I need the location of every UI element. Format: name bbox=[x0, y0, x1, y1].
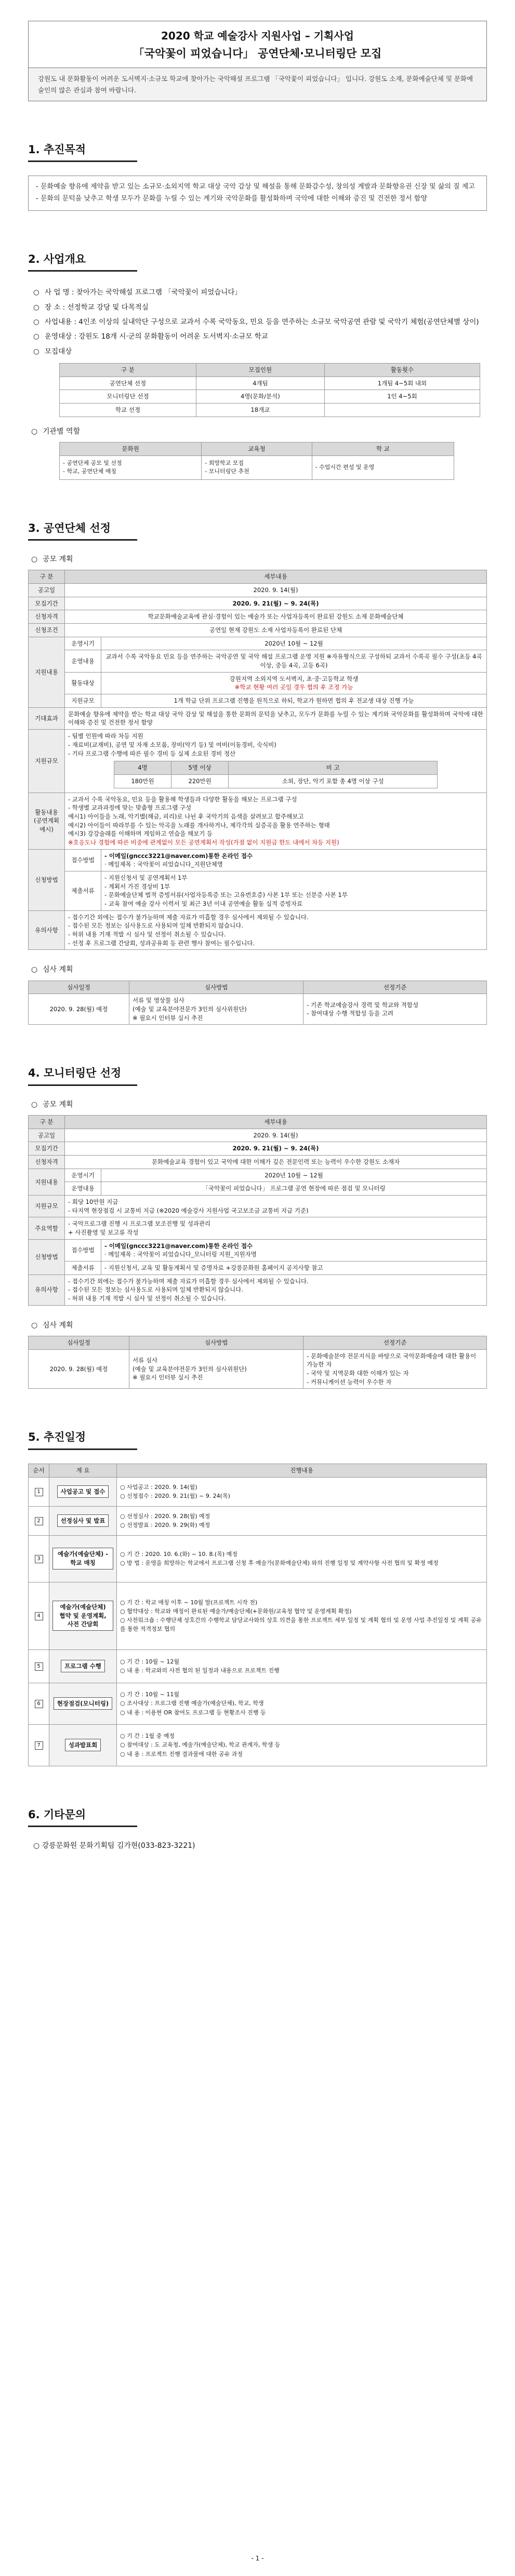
circle-bullet-icon: ○ bbox=[33, 288, 39, 297]
title-line-2: 「국악꽃이 피었습니다」 공연단체·모니터링단 모집 bbox=[133, 47, 382, 60]
table-row bbox=[29, 597, 487, 610]
detail-line: ○ 조사대상 : 프로그램 진행 예술가(예술단체), 학교, 학생 bbox=[120, 1700, 264, 1707]
plan-subheading-text: 공모 계획 bbox=[43, 1100, 73, 1109]
step-detail bbox=[117, 1535, 487, 1582]
table-row bbox=[29, 1724, 487, 1766]
table-cell: 2020년 10월 ~ 12월 bbox=[101, 1169, 487, 1182]
detail-line: ○ 사전워크숍 : 수행단체 상호간의 수행학교 담당교사와의 상호 의견을 통한 프로젝트 세부 일정 및 계획 협의 및 운영 사업 추진일정 및 계획 공유를 통한 적격정보 협의 bbox=[120, 1617, 482, 1633]
note-line: - 접수기간 외에는 접수가 불가능하며 제출 자료가 미흡할 경우 심사에서 제외될 수 있습니다. bbox=[68, 1277, 309, 1285]
step-number-box: 3 bbox=[35, 1555, 43, 1563]
table-row bbox=[29, 1477, 487, 1506]
step-item bbox=[49, 1535, 117, 1582]
sub-label: 제출서류 bbox=[65, 1262, 101, 1275]
circle-bullet-icon: ○ bbox=[33, 347, 39, 356]
step-number-box: 6 bbox=[35, 1700, 43, 1708]
sub-label: 접수방법 bbox=[65, 1239, 101, 1261]
step-detail bbox=[117, 1649, 487, 1683]
table-cell: 학교 선정 bbox=[60, 404, 196, 417]
table-row bbox=[29, 624, 487, 637]
table-cell: - 공연단체 공모 및 선정 - 학교, 공연단체 매칭 bbox=[60, 455, 202, 479]
circle-bullet-icon: ○ bbox=[31, 1100, 38, 1109]
table-row bbox=[29, 1239, 487, 1261]
table-header-row bbox=[29, 1115, 487, 1129]
table-header-cell: 계 요 bbox=[49, 1464, 117, 1477]
table-header-cell: 학 교 bbox=[312, 442, 454, 456]
docs-line: - 계획서 가진 경상비 1부 bbox=[104, 882, 170, 890]
detail-line: ○ 내 용 : 이용현 OR 참여도 프로그램 등 현황조사 진행 등 bbox=[120, 1709, 266, 1716]
table-cell: 2020. 9. 28(월) 예정 bbox=[29, 1349, 129, 1389]
table-cell: 220만원 bbox=[171, 774, 228, 788]
role-subheading-text: 기관별 역할 bbox=[43, 427, 81, 436]
table-header-cell: 세부내용 bbox=[65, 570, 487, 584]
circle-bullet-icon: ○ bbox=[31, 965, 38, 974]
table-row bbox=[29, 707, 487, 729]
step-number-box: 4 bbox=[35, 1612, 43, 1620]
table-header-cell: 활동횟수 bbox=[324, 364, 480, 377]
table-header-row bbox=[29, 570, 487, 584]
docs-line: - 지원신청서 및 공연계획서 1부 bbox=[104, 874, 188, 881]
table-row bbox=[29, 672, 487, 694]
receive-line: - 이메일(gnccc3221@naver.com)통한 온라인 접수 bbox=[104, 852, 253, 860]
performer-review-table bbox=[28, 981, 487, 1025]
table-cell: 문화예술교육 경험이 있고 국악에 대한 이해가 깊은 전문인력 또는 능력이 우수한 강원도 소재자 bbox=[65, 1156, 487, 1169]
step-item bbox=[49, 1724, 117, 1766]
table-row bbox=[60, 377, 480, 390]
table-row bbox=[29, 793, 487, 849]
apply-note: ※호응도나 경험에 따른 비중에 관계없이 모든 공연계획서 작성(가점 없이 지원금 한도 내에서 차등 지원) bbox=[68, 838, 339, 846]
row-label: 유의사항 bbox=[29, 1274, 65, 1305]
contact-line bbox=[28, 1841, 487, 1851]
row-label: 공고일 bbox=[29, 1129, 65, 1142]
step-item bbox=[49, 1582, 117, 1649]
step-item bbox=[49, 1649, 117, 1683]
step-item-label: 예술가(예술단체) 협약 및 운영계획, 사전 간담회 bbox=[52, 1601, 113, 1631]
table-cell bbox=[324, 404, 480, 417]
table-cell: 4개팀 bbox=[196, 377, 324, 390]
step-detail bbox=[117, 1477, 487, 1506]
table-cell: 2020년 10월 ~ 12월 bbox=[101, 637, 487, 650]
row-label: 신청방법 bbox=[29, 849, 65, 910]
table-cell: 4명(문화/분석) bbox=[196, 390, 324, 404]
step-detail bbox=[117, 1506, 487, 1535]
table-cell: 2020. 9. 21(월) ~ 9. 24(목) bbox=[65, 1142, 487, 1156]
overview-item bbox=[33, 344, 487, 359]
row-label: 신청자격 bbox=[29, 610, 65, 624]
docs-line: - 문화예술단체 법적 증빙서류(사업자등록증 또는 고유번호증) 사본 1부 또는 신분증 사본 1부 bbox=[104, 891, 348, 899]
document-title bbox=[29, 21, 486, 68]
table-row bbox=[29, 610, 487, 624]
note-line: - 선정 후 프로그램 간담회, 성과공유회 등 관련 행사 참여는 필수입니다. bbox=[68, 939, 255, 947]
step-number bbox=[29, 1724, 49, 1766]
section-title-performers: 3. 공연단체 선정 bbox=[28, 520, 487, 543]
sub-label: 운영시기 bbox=[65, 1169, 101, 1182]
table-header-cell: 선정기준 bbox=[303, 1336, 487, 1350]
table-row bbox=[29, 730, 487, 793]
table-row bbox=[29, 1262, 487, 1275]
circle-bullet-icon: ○ bbox=[33, 332, 39, 341]
apply-line: 예시1) 아이들을 노래, 악기별(해금, 피리)로 나뉜 후 국악기의 음색을 살려보고 합주해보고 bbox=[68, 812, 304, 820]
circle-bullet-icon: ○ bbox=[33, 1841, 40, 1850]
role-line: + 사진촬영 및 보고류 작성 bbox=[68, 1229, 139, 1237]
table-row bbox=[29, 1274, 487, 1305]
step-number bbox=[29, 1535, 49, 1582]
row-label: 지원규모 bbox=[29, 730, 65, 793]
table-cell: 2020. 9. 28(월) 예정 bbox=[29, 994, 129, 1025]
table-cell bbox=[65, 730, 487, 793]
purpose-box bbox=[28, 176, 487, 211]
detail-line: ○ 신청접수 : 2020. 9. 21(월) ~ 9. 24(목) bbox=[120, 1493, 230, 1499]
table-cell: 교과서 수록 국악동요 민요 등을 연주하는 국악공연 및 국악 해설 프로그램 운영 지원 ※자유형식으로 구성하되 교과서 수록곡 필수 구성(초등 4곡 이상, 중등 4곡, 고등 6곡) bbox=[101, 650, 487, 672]
circle-bullet-icon: ○ bbox=[31, 427, 38, 436]
table-header-cell: 4명 bbox=[114, 761, 171, 775]
step-item bbox=[49, 1506, 117, 1535]
circle-bullet-icon: ○ bbox=[31, 1321, 38, 1330]
detail-line: ○ 선정발표 : 2020. 9. 29(화) 예정 bbox=[120, 1522, 210, 1528]
support-line: - 재료비(교재비), 공연 및 자재 소모품, 장비(악기 등) 및 여비(이동경비, 숙식비) bbox=[68, 741, 276, 748]
support-line: - 회당 10만원 지급 bbox=[68, 1198, 118, 1206]
row-label: 모집기간 bbox=[29, 597, 65, 610]
table-cell: 1인 4~5회 bbox=[324, 390, 480, 404]
table-cell: 공연단체 선정 bbox=[60, 377, 196, 390]
step-detail bbox=[117, 1582, 487, 1649]
sub-label: 운영시기 bbox=[65, 637, 101, 650]
table-cell: 학교문화예술교육에 관심·경험이 있는 예술가 또는 사업자등록이 완료된 강원도 소재 문화예술단체 bbox=[65, 610, 487, 624]
table-header-cell: 문화원 bbox=[60, 442, 202, 456]
detail-line: ○ 기 간 : 학교 매칭 이후 ~ 10월 말(프로젝트 시작 전) bbox=[120, 1599, 258, 1606]
apply-line: 예시2) 아이들이 따라부를 수 있는 악곡을 노래를 개사하거나, 제각각의 실증곡을 활용 연주하는 형태 bbox=[68, 821, 330, 829]
receive-line: · 메일제목 : 국악꽃이 피었습니다_지원단체명 bbox=[104, 861, 223, 868]
page-number: - 1 - bbox=[251, 2555, 264, 2562]
area-note: ※학교 현황 여러 곳일 경우 협의 후 조정 가능 bbox=[234, 683, 353, 691]
table-row bbox=[29, 1156, 487, 1169]
role-subheading bbox=[31, 426, 487, 437]
table-row bbox=[60, 455, 454, 479]
step-number-box: 7 bbox=[35, 1741, 43, 1750]
step-item bbox=[49, 1683, 117, 1724]
table-cell: 모니터링단 선정 bbox=[60, 390, 196, 404]
purpose-line: - 문화의 문턱을 낮추고 학생 모두가 문화를 누릴 수 있는 계기와 국악문화를 활성화하며 국악에 대한 이해와 증진 및 건전한 정서 함양 bbox=[36, 195, 427, 203]
detail-line: ○ 기 간 : 10월 ~ 12월 bbox=[120, 1658, 179, 1665]
detail-line: ○ 선정심사 : 2020. 9. 28(월) 예정 bbox=[120, 1512, 210, 1520]
review-subheading bbox=[31, 1320, 487, 1331]
detail-line: ○ 내 용 : 학교와의 사전 협의 된 일정과 내용으로 프로젝트 진행 bbox=[120, 1667, 280, 1674]
table-header-cell: 진행내용 bbox=[117, 1464, 487, 1477]
overview-list bbox=[28, 285, 487, 359]
table-row bbox=[29, 871, 487, 910]
note-line: - 접수된 모든 정보는 심사용도로 사용되며 일체 반환되지 않습니다. bbox=[68, 1286, 243, 1294]
apply-line: 예시3) 강강술래를 이해하며 게임하고 연습을 해보기 등 bbox=[68, 830, 213, 838]
table-header-cell: 심사방법 bbox=[129, 981, 303, 994]
detail-line: ○ 기 간 : 10월 ~ 11월 bbox=[120, 1691, 179, 1698]
step-item-label: 사업공고 및 접수 bbox=[57, 1485, 109, 1498]
section-title-monitoring: 4. 모니터링단 선정 bbox=[28, 1065, 487, 1088]
table-row bbox=[29, 584, 487, 597]
sub-label: 운영내용 bbox=[65, 650, 101, 672]
support-line: - 팀별 인원에 따라 차등 지원 bbox=[68, 732, 143, 740]
row-label: 주요역할 bbox=[29, 1217, 65, 1239]
overview-item bbox=[33, 329, 487, 344]
recruit-table bbox=[59, 363, 480, 417]
table-header-row bbox=[29, 1336, 487, 1350]
table-cell: 문화예술 향유에 제약을 받는 학교 대상 국악 감상 및 해설을 통한 문화의 문턱을 낮추고, 모두가 문화를 누릴 수 있는 계기와 국악문화를 활성화하며 국악에 대한 이해와 증진 및 건전한 정서 함양 bbox=[65, 707, 487, 729]
support-line: - 기타 프로그램 수행에 따른 필수 경비 등 실제 소요된 경비 정산 bbox=[68, 749, 236, 757]
table-row bbox=[29, 1217, 487, 1239]
table-cell bbox=[65, 910, 487, 950]
row-label: 활동내용 (공연계획 예시) bbox=[29, 793, 65, 849]
overview-text: 사 업 명 : 찾아가는 국악해설 프로그램 「국악꽃이 피었습니다」 bbox=[45, 288, 242, 297]
table-row bbox=[29, 1169, 487, 1182]
table-header-cell: 세부내용 bbox=[65, 1115, 487, 1129]
purpose-line: - 문화예술 향유에 제약을 받고 있는 소규모·소외지역 학교 대상 국악 감상 및 해설을 통해 문화감수성, 창의성 계발과 문화향유권 신장 및 삶의 질 제고 bbox=[36, 183, 475, 191]
support-line: - 타지역 현장점검 시 교통비 지급 (※2020 예술강사 지원사업 국고보조금 교통비 지급 기준) bbox=[68, 1206, 309, 1214]
table-cell: 소외, 장단, 악기 포함 총 4명 이상 구성 bbox=[229, 774, 438, 788]
step-item-label: 성과발표회 bbox=[65, 1739, 101, 1752]
table-cell bbox=[65, 793, 487, 849]
table-cell: 1개팀 4~5회 내외 bbox=[324, 377, 480, 390]
detail-line: ○ 내 용 : 프로젝트 진행 결과물에 대한 공유 과정 bbox=[120, 1750, 243, 1757]
table-row bbox=[60, 404, 480, 417]
step-number-box: 5 bbox=[35, 1662, 43, 1671]
apply-line: - 교과서 수록 국악동요, 민요 등을 활용해 학생들과 다양한 활동을 해보는 프로그램 구성 bbox=[68, 795, 297, 803]
detail-line: ○ 참여대상 : 도 교육청, 예술가(예술단체), 학교 관계자, 학생 등 bbox=[120, 1741, 281, 1749]
overview-text: 운영대상 : 강원도 18개 시·군의 문화활동이 어려운 도서벽지·소규모 학교 bbox=[45, 332, 268, 341]
table-cell bbox=[101, 672, 487, 694]
table-header-row bbox=[60, 442, 454, 456]
review-subheading-text: 심사 계획 bbox=[43, 965, 73, 974]
overview-text: 사업내용 : 4인조 이상의 실내악단 구성으로 교과서 수록 국악동요, 민요 등을 연주하는 소규모 국악공연 관람 및 국악기 체험(공연단체별 상이) bbox=[45, 318, 479, 326]
detail-line: ○ 사업공고 : 2020. 9. 14(월) bbox=[120, 1483, 197, 1491]
role-line: - 국악프로그램 진행 시 프로그램 보조진행 및 성과관리 bbox=[68, 1220, 211, 1228]
receive-line: · 메일제목 : 국악꽃이 피었습니다_모니터링 지원_지원자명 bbox=[104, 1251, 257, 1258]
sub-label: 활동대상 bbox=[65, 672, 101, 694]
overview-text: 장 소 : 선정학교 강당 및 다목적실 bbox=[45, 303, 149, 312]
plan-subheading-text: 공모 계획 bbox=[43, 555, 73, 564]
table-cell: 공연일 현재 강원도 소재 사업자등록이 완료된 단체 bbox=[65, 624, 487, 637]
step-detail bbox=[117, 1683, 487, 1724]
table-cell: 「국악꽃이 피었습니다」 프로그램 공연 현장에 따른 점검 및 모니터링 bbox=[101, 1182, 487, 1196]
row-label: 모집기간 bbox=[29, 1142, 65, 1156]
table-row bbox=[29, 1129, 487, 1142]
note-line: - 접수기간 외에는 접수가 불가능하며 제출 자료가 미흡할 경우 심사에서 제외될 수 있습니다. bbox=[68, 913, 309, 921]
table-cell: - 희망학교 모집 - 모니터링단 추천 bbox=[202, 455, 312, 479]
review-subheading bbox=[31, 964, 487, 975]
table-header-row bbox=[114, 761, 437, 775]
table-header-cell: 순서 bbox=[29, 1464, 49, 1477]
step-item bbox=[49, 1477, 117, 1506]
note-line: - 접수된 모든 정보는 심사용도로 사용되며 일체 반환되지 않습니다. bbox=[68, 922, 243, 930]
table-row bbox=[29, 910, 487, 950]
table-row bbox=[29, 1182, 487, 1196]
table-cell: - 기존 학교예술강사 경력 및 학교와 적합성 - 참여대상 수행 적합성 등을 고려 bbox=[303, 994, 487, 1025]
table-cell bbox=[101, 1239, 487, 1261]
table-cell: - 문화예술분야 전문지식을 바탕으로 국악문화예술에 대한 활용이 가능한 자 - 국악 및 지역문화 대한 이해가 있는 자 - 커뮤니케이션 능력이 우수한 자 bbox=[303, 1349, 487, 1389]
fee-table bbox=[114, 761, 438, 788]
sub-label: 제출서류 bbox=[65, 871, 101, 910]
table-cell: 2020. 9. 14(월) bbox=[65, 584, 487, 597]
step-item-label: 현장점검(모니터링) bbox=[54, 1697, 112, 1710]
table-cell bbox=[65, 1217, 487, 1239]
step-detail bbox=[117, 1724, 487, 1766]
row-label: 유의사항 bbox=[29, 910, 65, 950]
step-item-label: 선정심사 및 발표 bbox=[57, 1514, 109, 1527]
schedule-table bbox=[28, 1464, 487, 1766]
circle-bullet-icon: ○ bbox=[33, 303, 39, 312]
table-header-row bbox=[29, 981, 487, 994]
step-number bbox=[29, 1683, 49, 1724]
title-description: 강원도 내 문화활동이 어려운 도서벽지·소규모 학교에 찾아가는 국악해설 프로그램 「국악꽃이 피었습니다」 입니다. 강원도 소재, 문화예술단체 및 문화예술인의 많은 관심과 참여 바랍니다. bbox=[29, 68, 486, 101]
table-cell: 서류 심사 (예술 및 교육분야전문가 3인의 심사위원단) ※ 필요시 인터뷰 실시 추진 bbox=[129, 1349, 303, 1389]
sub-label: 접수방법 bbox=[65, 849, 101, 871]
table-row bbox=[29, 1683, 487, 1724]
table-header-cell: 구 분 bbox=[60, 364, 196, 377]
table-cell: 18개교 bbox=[196, 404, 324, 417]
detail-line: ○ 기 간 : 2020. 10. 6.(화) ~ 10. 8.(목) 예정 bbox=[120, 1550, 237, 1558]
monitoring-review-table bbox=[28, 1336, 487, 1389]
table-cell bbox=[101, 849, 487, 871]
table-cell: 2020. 9. 14(월) bbox=[65, 1129, 487, 1142]
table-cell bbox=[101, 871, 487, 910]
detail-line: ○ 방 법 : 운영을 희망하는 학교에서 프로그램 신청 후 예술가(문화예술단체) 와의 진행 일정 및 계약사항 사전 협의 및 확정 예정 bbox=[120, 1560, 439, 1566]
table-header-cell: 심사방법 bbox=[129, 1336, 303, 1350]
apply-line: - 학생별 교과과정에 맞는 맞춤형 프로그램 구성 bbox=[68, 804, 192, 812]
table-row bbox=[29, 1649, 487, 1683]
table-row bbox=[29, 1506, 487, 1535]
overview-item bbox=[33, 285, 487, 300]
performer-plan-table bbox=[28, 570, 487, 950]
detail-line: ○ 협약대상 : 학교와 매칭이 완료된 예술가/예술단체(+문화원/교육청 협약 및 운영계획 확정) bbox=[120, 1607, 352, 1615]
step-number bbox=[29, 1582, 49, 1649]
table-row bbox=[114, 774, 437, 788]
contact-text: 강릉문화원 문화기획팀 김가현(033-823-3221) bbox=[42, 1841, 195, 1850]
section-title-overview: 2. 사업개요 bbox=[28, 251, 487, 274]
table-row bbox=[29, 1349, 487, 1389]
overview-item bbox=[33, 315, 487, 329]
overview-item bbox=[33, 300, 487, 315]
circle-bullet-icon: ○ bbox=[33, 318, 39, 326]
table-row bbox=[29, 1535, 487, 1582]
table-cell: 1개 학급 단위 프로그램 진행을 원칙으로 하되, 학교가 원하면 협의 후 전교생 대상 진행 가능 bbox=[101, 694, 487, 708]
table-row bbox=[29, 637, 487, 650]
table-header-cell: 구 분 bbox=[29, 570, 65, 584]
table-cell: 180만원 bbox=[114, 774, 171, 788]
step-number-box: 1 bbox=[35, 1488, 43, 1496]
table-row bbox=[29, 849, 487, 871]
table-row bbox=[29, 694, 487, 708]
receive-line: - 이메일(gnccc3221@naver.com)통한 온라인 접수 bbox=[104, 1242, 253, 1250]
sub-label: 운영내용 bbox=[65, 1182, 101, 1196]
section-title-purpose: 1. 추진목적 bbox=[28, 142, 487, 164]
table-cell: 2020. 9. 21(월) ~ 9. 24(목) bbox=[65, 597, 487, 610]
review-subheading-text: 심사 계획 bbox=[43, 1321, 73, 1330]
title-line-1: 2020 학교 예술강사 지원사업 – 기획사업 bbox=[161, 30, 354, 42]
row-label: 신청자격 bbox=[29, 1156, 65, 1169]
row-label: 지원규모 bbox=[29, 1196, 65, 1217]
table-cell bbox=[65, 1274, 487, 1305]
monitoring-plan-table bbox=[28, 1115, 487, 1306]
table-row bbox=[29, 1582, 487, 1649]
table-header-cell: 선정기준 bbox=[303, 981, 487, 994]
title-box bbox=[28, 21, 487, 101]
row-label: 공고일 bbox=[29, 584, 65, 597]
table-cell: 서류 및 영상물 심사 (예술 및 교육분야전문가 3인의 심사위원단) ※ 필요시 인터뷰 실시 추진 bbox=[129, 994, 303, 1025]
table-header-row bbox=[60, 364, 480, 377]
detail-line: ○ 기 간 : 1월 중 예정 bbox=[120, 1733, 175, 1740]
note-line: - 허위 내용 기재 적발 시 심사 및 선정이 취소될 수 있습니다. bbox=[68, 1295, 226, 1303]
table-header-cell: 비 고 bbox=[229, 761, 438, 775]
table-cell: - 수업시간 편성 및 운영 bbox=[312, 455, 454, 479]
row-label: 지원내용 bbox=[29, 1169, 65, 1195]
section-title-contact: 6. 기타문의 bbox=[28, 1807, 487, 1829]
section-title-schedule: 5. 추진일정 bbox=[28, 1429, 487, 1452]
row-label: 신청조건 bbox=[29, 624, 65, 637]
table-row bbox=[29, 1142, 487, 1156]
note-line: - 허위 내용 기재 적발 시 심사 및 선정이 취소될 수 있습니다. bbox=[68, 930, 226, 938]
table-header-cell: 교육청 bbox=[202, 442, 312, 456]
table-row bbox=[29, 1196, 487, 1217]
table-header-cell: 구 분 bbox=[29, 1115, 65, 1129]
table-header-cell: 모집인원 bbox=[196, 364, 324, 377]
overview-text: 모집대상 bbox=[45, 347, 72, 356]
circle-bullet-icon: ○ bbox=[31, 555, 38, 564]
table-header-row bbox=[29, 1464, 487, 1477]
table-cell bbox=[65, 1196, 487, 1217]
step-item-label: 프로그램 수행 bbox=[61, 1660, 105, 1673]
step-number bbox=[29, 1477, 49, 1506]
step-number-box: 2 bbox=[35, 1517, 43, 1525]
plan-subheading bbox=[31, 1099, 487, 1110]
table-header-cell: 5명 이상 bbox=[171, 761, 228, 775]
step-number bbox=[29, 1649, 49, 1683]
table-header-cell: 심사일정 bbox=[29, 981, 129, 994]
area-value: 강원지역 소외지역 도서벽지, 초·중·고등학교 학생 bbox=[229, 675, 359, 682]
table-row bbox=[29, 994, 487, 1025]
step-item-label: 예술가(예술단체) - 학교 매칭 bbox=[52, 1548, 113, 1569]
row-label: 신청방법 bbox=[29, 1239, 65, 1274]
row-label: 지원내용 bbox=[29, 637, 65, 707]
docs-line: - 교육 참여 예술 강사 이력서 및 최근 3년 이내 공연예술 활동 실적 증빙자료 bbox=[104, 900, 303, 907]
table-row bbox=[29, 650, 487, 672]
step-number bbox=[29, 1506, 49, 1535]
sub-label: 지원규모 bbox=[65, 694, 101, 708]
plan-subheading bbox=[31, 554, 487, 565]
table-header-cell: 심사일정 bbox=[29, 1336, 129, 1350]
table-cell: - 지원신청서, 교육 및 활동계획서 및 증명자료 +강릉문화원 홈페이지 공지사항 참고 bbox=[101, 1262, 487, 1275]
row-label: 기대효과 bbox=[29, 707, 65, 729]
role-table bbox=[59, 442, 454, 480]
table-row bbox=[60, 390, 480, 404]
